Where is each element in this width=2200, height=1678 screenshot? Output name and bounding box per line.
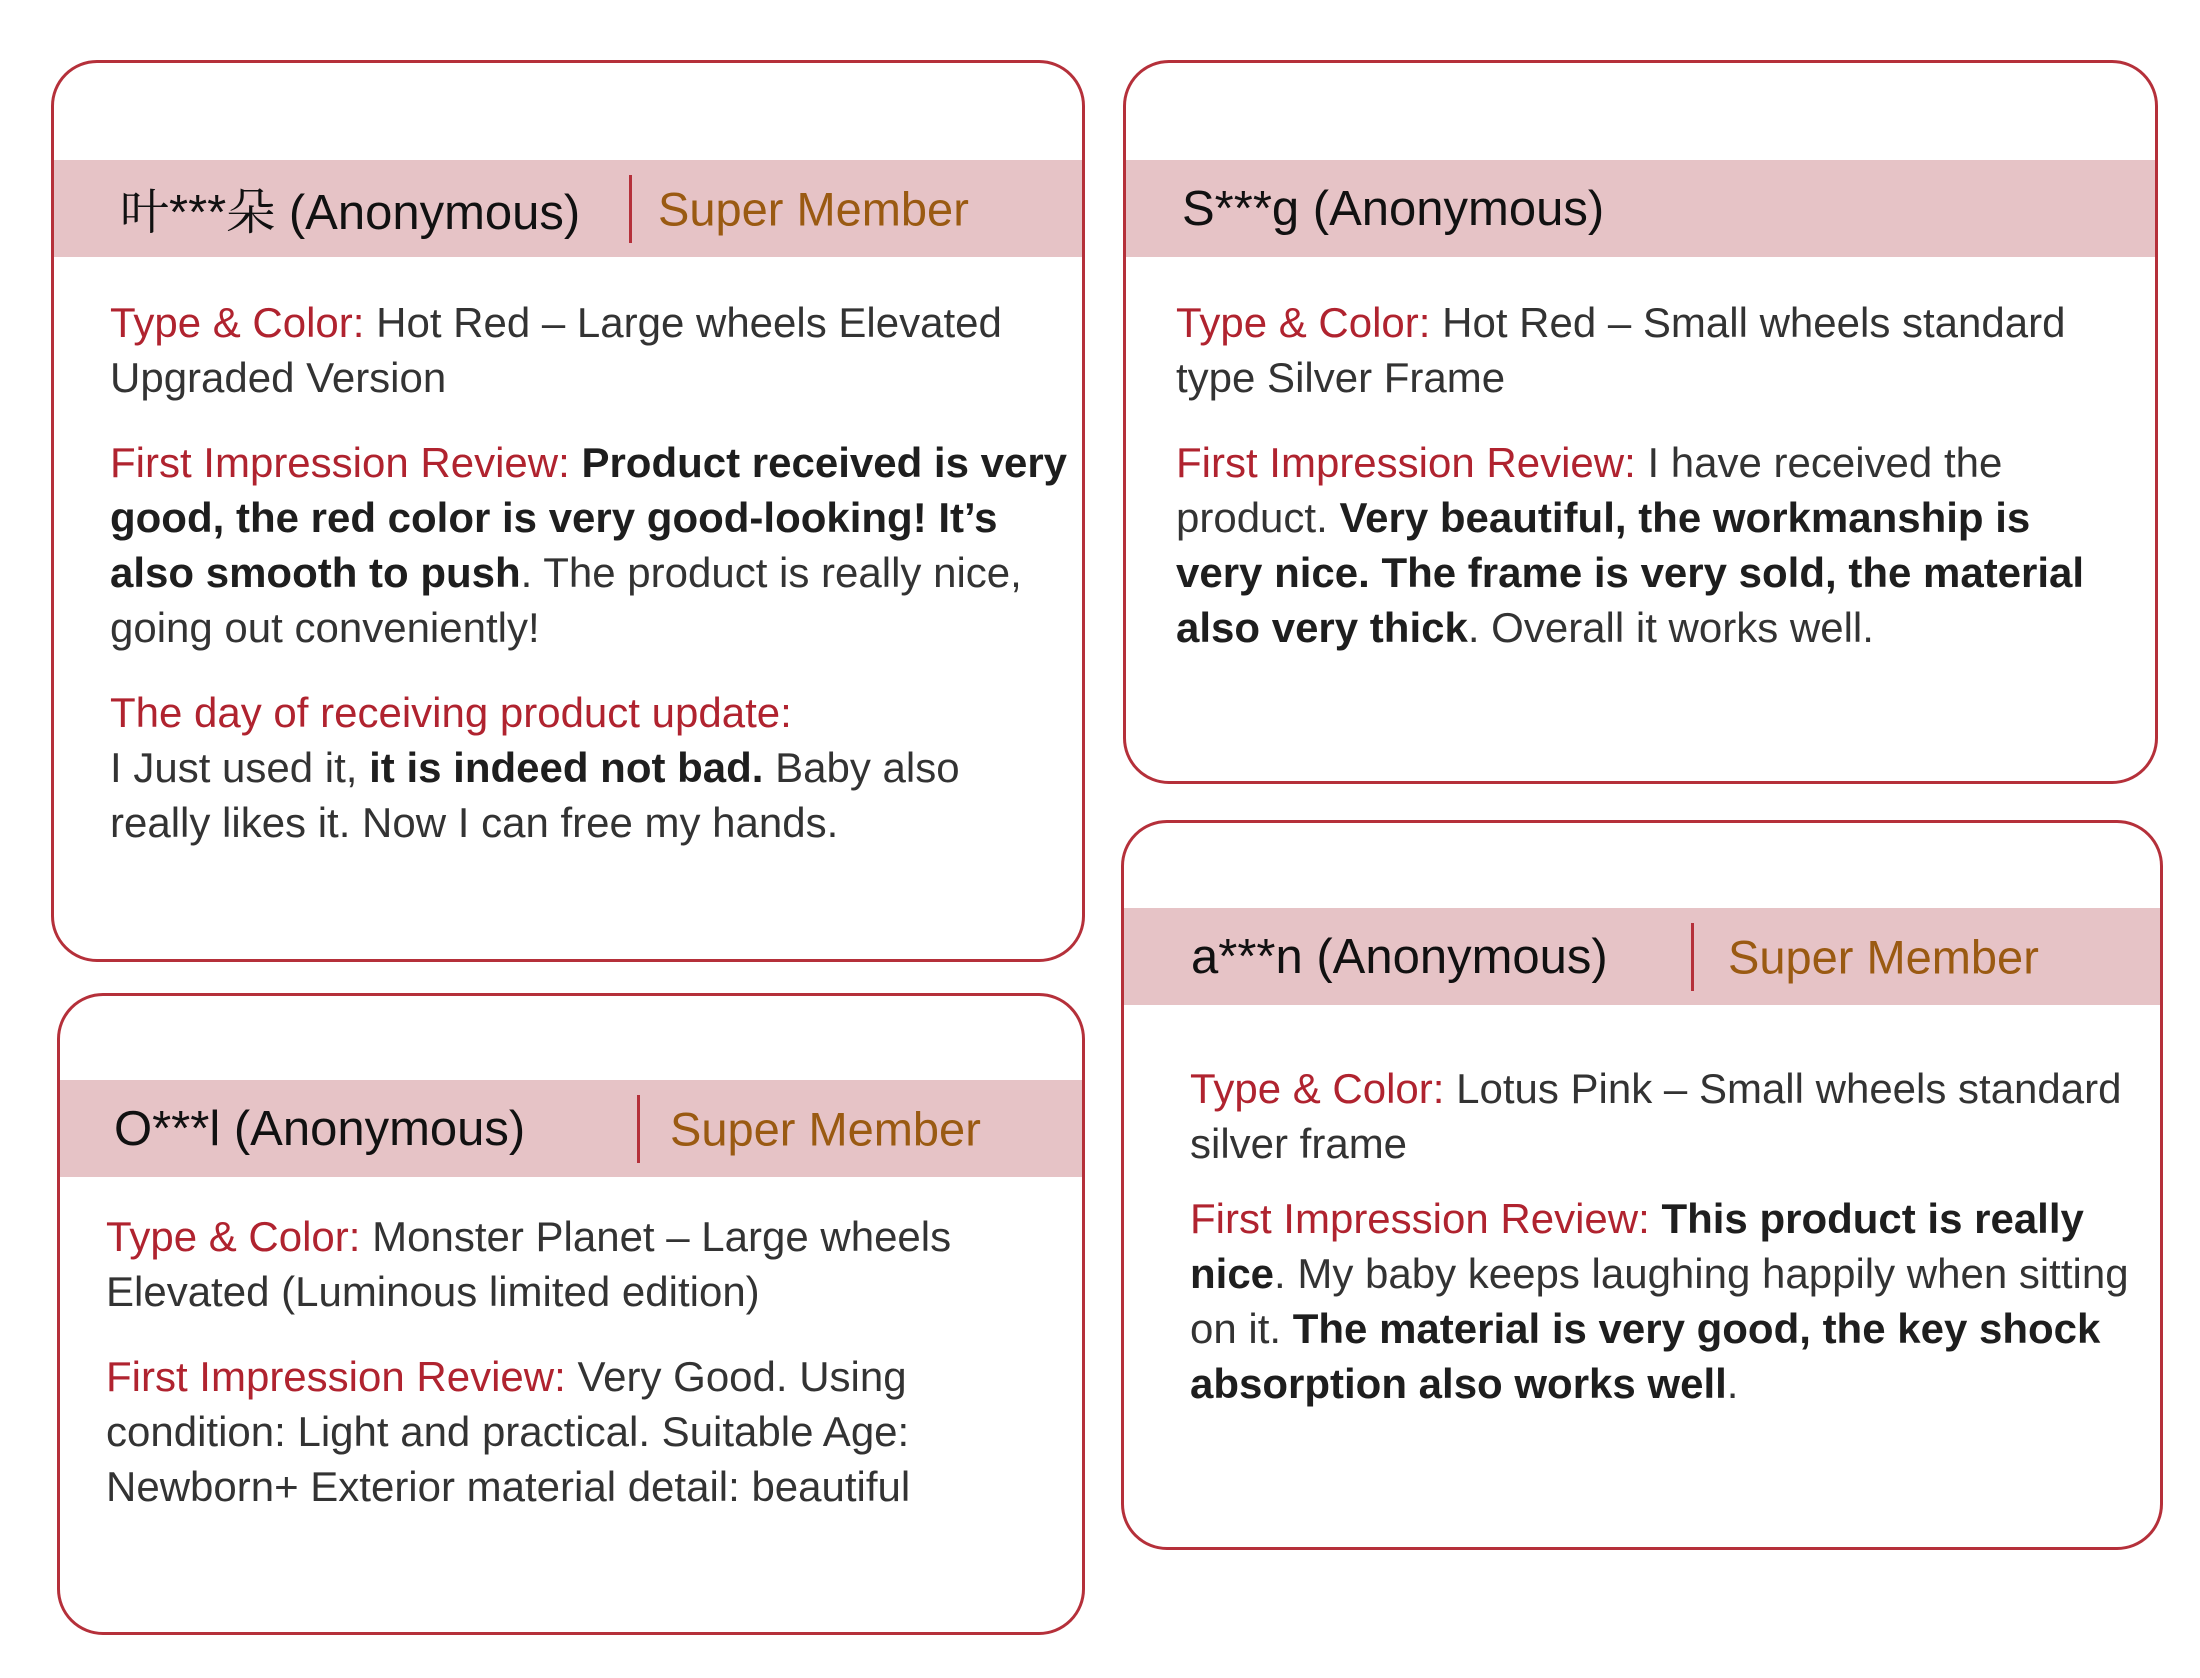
update-label: The day of receiving product update: (110, 689, 792, 736)
review-text: . My baby keeps laughing happily when sitting on it. (1190, 1250, 2129, 1352)
first-impression-label: First Impression Review: (1176, 439, 1636, 486)
review-text-bold: This product is really nice (1190, 1195, 2084, 1297)
review-text: Very Good. Using condition: Light and practical. Suitable Age: Newborn+ Exterior material detail: beautiful (106, 1353, 911, 1510)
review-text-bold: Very beautiful, the workmanship is very nice. The frame is very sold, the material also very thick (1176, 494, 2085, 651)
type-color-field (110, 295, 1070, 405)
update-text: I Just used it, (110, 744, 370, 791)
first-impression-label: First Impression Review: (1190, 1195, 1650, 1242)
review-text: . (1726, 1360, 1739, 1407)
type-color-field (106, 1209, 1066, 1319)
type-color-label: Type & Color: (1176, 299, 1431, 346)
review-header (60, 1080, 1082, 1177)
type-color-value: Hot Red – Large wheels Elevated Upgraded Version (110, 299, 1002, 401)
update-text-bold: it is indeed not bad. (369, 744, 764, 791)
review-card (1121, 820, 2163, 1550)
type-color-label: Type & Color: (110, 299, 365, 346)
first-impression-field (1190, 1191, 2140, 1411)
member-badge: Super Member (670, 1102, 981, 1155)
review-card (1123, 60, 2158, 784)
header-divider (637, 1095, 640, 1163)
review-body (106, 1209, 1066, 1544)
member-badge: Super Member (658, 182, 969, 235)
reviewer-name: O***l (Anonymous) (114, 1101, 526, 1156)
review-card (51, 60, 1085, 962)
reviewer-name: 叶***朵 (Anonymous) (120, 185, 581, 240)
header-divider (629, 175, 632, 243)
review-text-bold: The material is very good, the key shock absorption also works well (1190, 1305, 2101, 1407)
type-color-value: Hot Red – Small wheels standard type Silver Frame (1176, 299, 2066, 401)
review-header (1124, 908, 2160, 1005)
first-impression-field (106, 1349, 1066, 1514)
review-card (57, 993, 1085, 1635)
first-impression-label: First Impression Review: (110, 439, 570, 486)
first-impression-field (1176, 435, 2126, 655)
review-body (110, 295, 1070, 880)
reviewer-name: S***g (Anonymous) (1182, 181, 1605, 236)
review-text: I have received the product. (1176, 439, 2003, 541)
review-text: . The product is really nice, going out conveniently! (110, 549, 1022, 651)
reviewer-name: a***n (Anonymous) (1191, 929, 1608, 984)
update-text: Baby also really likes it. Now I can free my hands. (110, 744, 960, 846)
update-field (110, 685, 1070, 850)
review-text-bold: Product received is very good, the red color is very good-looking! It’s also smooth to push (110, 439, 1068, 596)
type-color-value: Monster Planet – Large wheels Elevated (Luminous limited edition) (106, 1213, 952, 1315)
review-header (54, 160, 1082, 257)
type-color-label: Type & Color: (106, 1213, 361, 1260)
type-color-label: Type & Color: (1190, 1065, 1445, 1112)
first-impression-label: First Impression Review: (106, 1353, 566, 1400)
review-header (1126, 160, 2155, 257)
type-color-value: Lotus Pink – Small wheels standard silver frame (1190, 1065, 2122, 1167)
review-text: . Overall it works well. (1467, 604, 1874, 651)
review-body (1190, 1061, 2140, 1441)
type-color-field (1190, 1061, 2140, 1171)
first-impression-field (110, 435, 1070, 655)
header-divider (1691, 923, 1694, 991)
type-color-field (1176, 295, 2126, 405)
review-body (1176, 295, 2126, 685)
member-badge: Super Member (1728, 930, 2039, 983)
